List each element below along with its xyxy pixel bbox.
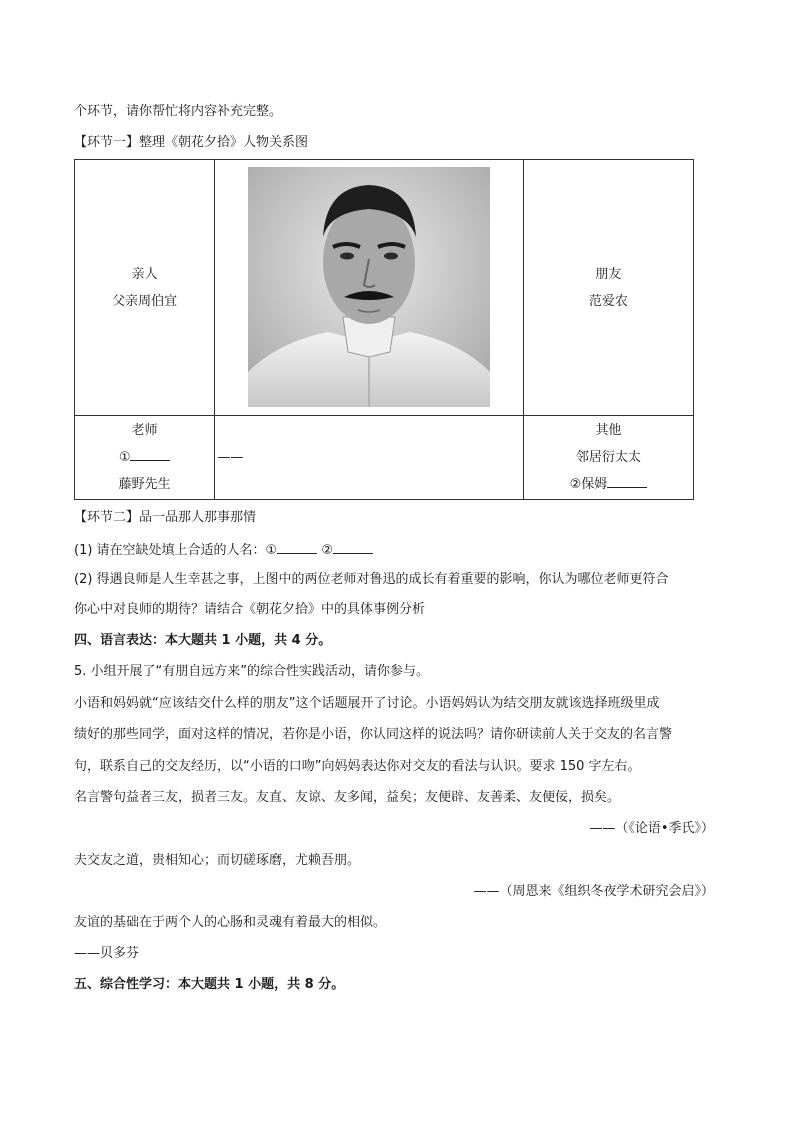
section2-title: 【环节二】品一品那人那事那情 xyxy=(74,510,257,525)
quote3-source: ——贝多芬 xyxy=(74,946,140,961)
q1-text: (1) 请在空缺处填上合适的人名：① xyxy=(74,543,278,558)
q5-paragraph-line3: 句，联系自己的交友经历，以“小语的口吻”向妈妈表达你对交友的看法与认识。要求 150 字左右。 xyxy=(74,759,641,774)
portrait-photo xyxy=(248,167,490,407)
friends-name: 范爱农 xyxy=(588,293,628,309)
others-name: 邻居衍太太 xyxy=(575,450,641,465)
teachers-label: 老师 xyxy=(131,423,158,438)
friends-label: 朋友 xyxy=(595,266,622,282)
q2-line1: (2) 得遇良师是人生幸甚之事，上图中的两位老师对鲁迅的成长有着重要的影响，你认为哪位老师更符合 xyxy=(74,572,669,587)
q1-blank-2[interactable] xyxy=(333,539,373,554)
relatives-name: 父亲周伯宜 xyxy=(112,293,178,309)
quote2-source: ——（周恩来《组织冬夜学术研究会启》） xyxy=(473,884,714,899)
quote1-source: ——（《论语•季氏》） xyxy=(589,821,714,836)
others-label: 其他 xyxy=(595,423,622,438)
teachers-name: 藤野先生 xyxy=(118,477,171,492)
q5-paragraph-line2: 绩好的那些同学，面对这样的情况，若你是小语，你认同这样的说法吗？请你研读前人关于交友的名言警 xyxy=(74,727,673,742)
portrait-cell xyxy=(215,160,524,416)
relationship-table xyxy=(74,159,694,500)
q5-title: 5. 小组开展了“有朋自远方来”的综合性实践活动，请你参与。 xyxy=(74,664,430,679)
quote3: 友谊的基础在于两个人的心肠和灵魂有着最大的相似。 xyxy=(74,915,387,930)
part4-heading: 四、语言表达：本大题共 1 小题，共 4 分。 xyxy=(74,633,332,648)
intro-line: 个环节，请你帮忙将内容补充完整。 xyxy=(74,104,283,119)
others-blank-prefix: ②保姆 xyxy=(569,477,608,492)
teachers-blank-row xyxy=(75,444,214,471)
q1-mid: ② xyxy=(321,543,333,558)
teachers-cell xyxy=(75,416,215,500)
relatives-label: 亲人 xyxy=(131,266,158,282)
q1-blank-1[interactable] xyxy=(277,539,317,554)
part5-heading: 五、综合性学习：本大题共 1 小题，共 8 分。 xyxy=(74,977,345,992)
friends-cell xyxy=(523,160,693,416)
middle-cell xyxy=(215,416,524,500)
section1-title: 【环节一】整理《朝花夕拾》人物关系图 xyxy=(74,135,309,150)
q2-line2: 你心中对良师的期待？请结合《朝花夕拾》中的具体事例分析 xyxy=(74,602,426,617)
q1-line xyxy=(74,539,373,561)
nanny-answer-blank[interactable] xyxy=(607,473,647,488)
q5-paragraph-line1: 小语和妈妈就“应该结交什么样的朋友”这个话题展开了讨论。小语妈妈认为结交朋友就该选择班级里成 xyxy=(74,696,660,711)
quote1: 名言警句益者三友，损者三友。友直、友谅、友多闻，益矣；友便辟、友善柔、友便佞，损矣。 xyxy=(74,790,621,805)
middle-dash: —— xyxy=(217,450,244,465)
teacher-answer-blank[interactable] xyxy=(130,446,170,461)
others-cell xyxy=(523,416,693,500)
quote2: 夫交友之道，贵相知心；而切磋琢磨，尤赖吾朋。 xyxy=(74,853,361,868)
others-blank-row xyxy=(524,471,693,498)
relatives-cell xyxy=(75,160,215,416)
teachers-blank-prefix: ① xyxy=(118,450,131,465)
